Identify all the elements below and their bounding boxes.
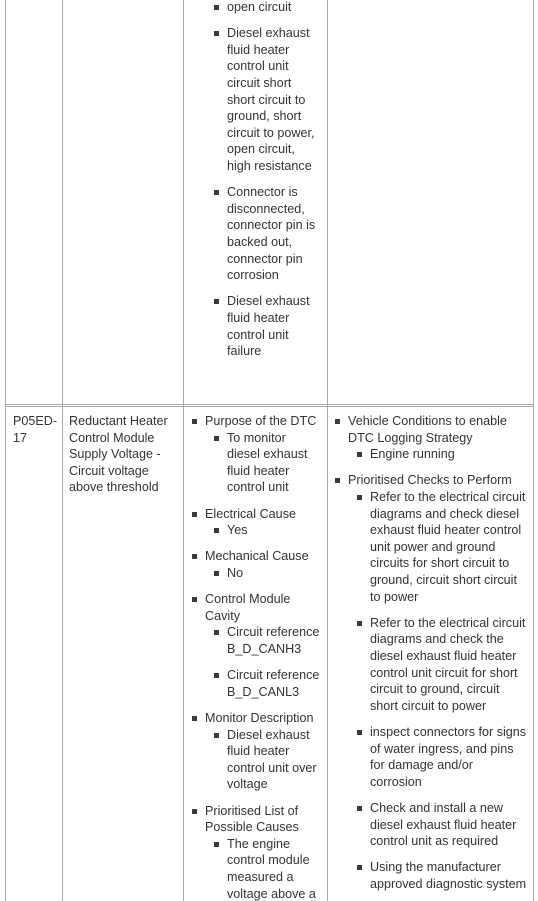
cause-item-text: fluid heater bbox=[227, 42, 290, 57]
cause-item-text: corrosion bbox=[227, 268, 279, 283]
bullet-icon bbox=[214, 630, 219, 635]
detail-item-text: Electrical Cause bbox=[205, 506, 296, 521]
cause-item-text: short circuit to bbox=[227, 92, 306, 107]
bullet-icon bbox=[192, 716, 197, 721]
dtc-code-text: 17 bbox=[13, 430, 28, 445]
check-item-text: approved diagnostic system bbox=[370, 877, 527, 891]
cause-item-text: control unit bbox=[227, 327, 289, 342]
check-item-text: Check and install a new bbox=[370, 801, 504, 815]
detail-item-text: measured a bbox=[227, 870, 294, 884]
cause-item-text: control unit bbox=[227, 59, 289, 74]
bullet-icon bbox=[357, 621, 362, 626]
column-divider-2 bbox=[183, 0, 184, 901]
check-item-text: circuits for short circuit to bbox=[370, 556, 510, 571]
detail-item-text: B_D_CANH3 bbox=[227, 642, 302, 656]
check-item-text: exhaust fluid heater control bbox=[370, 523, 522, 538]
detail-item-text: Control Module bbox=[205, 592, 291, 607]
check-item-text: diesel exhaust fluid heater bbox=[370, 649, 517, 663]
dtc-description-text: Supply Voltage - bbox=[69, 447, 161, 462]
detail-item-text: Circuit reference bbox=[227, 668, 320, 683]
bullet-icon bbox=[192, 554, 197, 559]
detail-item-text: voltage bbox=[227, 777, 268, 792]
cause-item-text: fluid heater bbox=[227, 311, 290, 325]
check-item-text: Vehicle Conditions to enable bbox=[348, 414, 507, 428]
dtc-description-text: Control Module bbox=[69, 430, 155, 445]
cause-item-text: Diesel exhaust bbox=[227, 294, 310, 309]
detail-item-text: fluid heater bbox=[227, 744, 290, 759]
column-divider-1 bbox=[62, 0, 63, 901]
check-item-text: corrosion bbox=[370, 774, 422, 789]
detail-item-text: control unit over bbox=[227, 760, 317, 775]
detail-item-text: Prioritised List of bbox=[205, 803, 299, 818]
detail-item-text: Mechanical Cause bbox=[205, 549, 309, 564]
check-item-text: diagrams and check the bbox=[370, 632, 504, 647]
cause-item-text: open circuit, bbox=[227, 142, 295, 157]
bullet-icon bbox=[357, 806, 362, 811]
row-divider-inner bbox=[5, 406, 533, 407]
detail-item-text: The engine bbox=[227, 836, 291, 851]
check-item-text: Engine running bbox=[370, 447, 455, 462]
check-item-text: to power bbox=[370, 589, 419, 604]
detail-item-text: diesel exhaust bbox=[227, 447, 308, 462]
check-item-text: control unit circuit for short bbox=[370, 665, 518, 680]
check-item-text: control unit as required bbox=[370, 834, 499, 849]
detail-item-text: control unit bbox=[227, 480, 289, 495]
detail-item-text: Circuit reference bbox=[227, 625, 320, 640]
dtc-description-text: above threshold bbox=[69, 480, 159, 495]
bullet-icon bbox=[214, 299, 219, 304]
check-item-text: of water ingress, and pins bbox=[370, 741, 514, 756]
detail-item-text: Diesel exhaust bbox=[227, 727, 310, 742]
bullet-icon bbox=[214, 571, 219, 576]
cause-item-text: Connector is bbox=[227, 185, 298, 200]
bullet-icon bbox=[214, 5, 219, 10]
bullet-icon bbox=[335, 478, 340, 483]
cause-item-text: circuit short bbox=[227, 76, 292, 90]
bullet-icon bbox=[214, 733, 219, 738]
cause-item-text: Diesel exhaust bbox=[227, 26, 310, 41]
detail-item-text: To monitor bbox=[227, 430, 286, 445]
dtc-description-text: Circuit voltage bbox=[69, 463, 149, 478]
cause-item-text: open circuit bbox=[227, 0, 292, 14]
bullet-icon bbox=[214, 31, 219, 36]
check-item-text: Using the manufacturer bbox=[370, 860, 501, 875]
bullet-icon bbox=[192, 419, 197, 424]
table-border-left bbox=[5, 0, 6, 901]
detail-item-text: voltage above a bbox=[227, 886, 316, 901]
bullet-icon bbox=[357, 452, 362, 457]
dtc-code-text: P05ED- bbox=[13, 414, 58, 428]
detail-item-text: B_D_CANL3 bbox=[227, 684, 300, 699]
detail-item-text: Cavity bbox=[205, 608, 240, 623]
row-divider bbox=[5, 404, 533, 405]
check-item-text: inspect connectors for signs bbox=[370, 725, 527, 739]
check-item-text: circuit to ground, circuit bbox=[370, 682, 500, 697]
cause-item-text: ground, short bbox=[227, 109, 302, 124]
cause-item-text: high resistance bbox=[227, 159, 312, 173]
bullet-icon bbox=[214, 436, 219, 441]
check-item-text: Refer to the electrical circuit bbox=[370, 615, 526, 630]
check-item-text: DTC Logging Strategy bbox=[348, 430, 473, 445]
bullet-icon bbox=[335, 419, 340, 424]
detail-item-text: Yes bbox=[227, 523, 248, 538]
cause-item-text: failure bbox=[227, 344, 262, 359]
cause-item-text: connector pin bbox=[227, 251, 303, 266]
check-item-text: Refer to the electrical circuit bbox=[370, 490, 526, 504]
check-item-text: for damage and/or bbox=[370, 758, 473, 773]
bullet-icon bbox=[357, 865, 362, 870]
check-item-text: diagrams and check diesel bbox=[370, 506, 520, 521]
bullet-icon bbox=[357, 495, 362, 500]
bullet-icon bbox=[192, 597, 197, 602]
bullet-icon bbox=[214, 190, 219, 195]
check-item-text: Prioritised Checks to Perform bbox=[348, 473, 512, 488]
bullet-icon bbox=[192, 512, 197, 517]
detail-item-text: Monitor Description bbox=[205, 711, 314, 725]
dtc-description-text: Reductant Heater bbox=[69, 414, 168, 428]
bullet-icon bbox=[357, 730, 362, 735]
check-item-text: diesel exhaust fluid heater bbox=[370, 817, 517, 832]
check-item-text: ground, circuit short circuit bbox=[370, 573, 517, 587]
bullet-icon bbox=[214, 842, 219, 847]
detail-item-text: Purpose of the DTC bbox=[205, 414, 317, 428]
cause-item-text: disconnected, bbox=[227, 201, 305, 216]
bullet-icon bbox=[192, 809, 197, 814]
bullet-icon bbox=[214, 673, 219, 678]
cause-item-text: connector pin is bbox=[227, 218, 316, 233]
detail-item-text: fluid heater bbox=[227, 463, 290, 478]
check-item-text: short circuit to power bbox=[370, 698, 487, 713]
check-item-text: unit power and ground bbox=[370, 539, 496, 554]
cause-item-text: backed out, bbox=[227, 235, 293, 249]
bullet-icon bbox=[214, 528, 219, 533]
cause-item-text: circuit to power, bbox=[227, 125, 315, 140]
detail-item-text: control module bbox=[227, 853, 310, 868]
detail-item-text: Possible Causes bbox=[205, 820, 299, 835]
column-divider-3 bbox=[327, 0, 328, 901]
detail-item-text: No bbox=[227, 566, 244, 580]
table-border-right bbox=[533, 0, 534, 901]
